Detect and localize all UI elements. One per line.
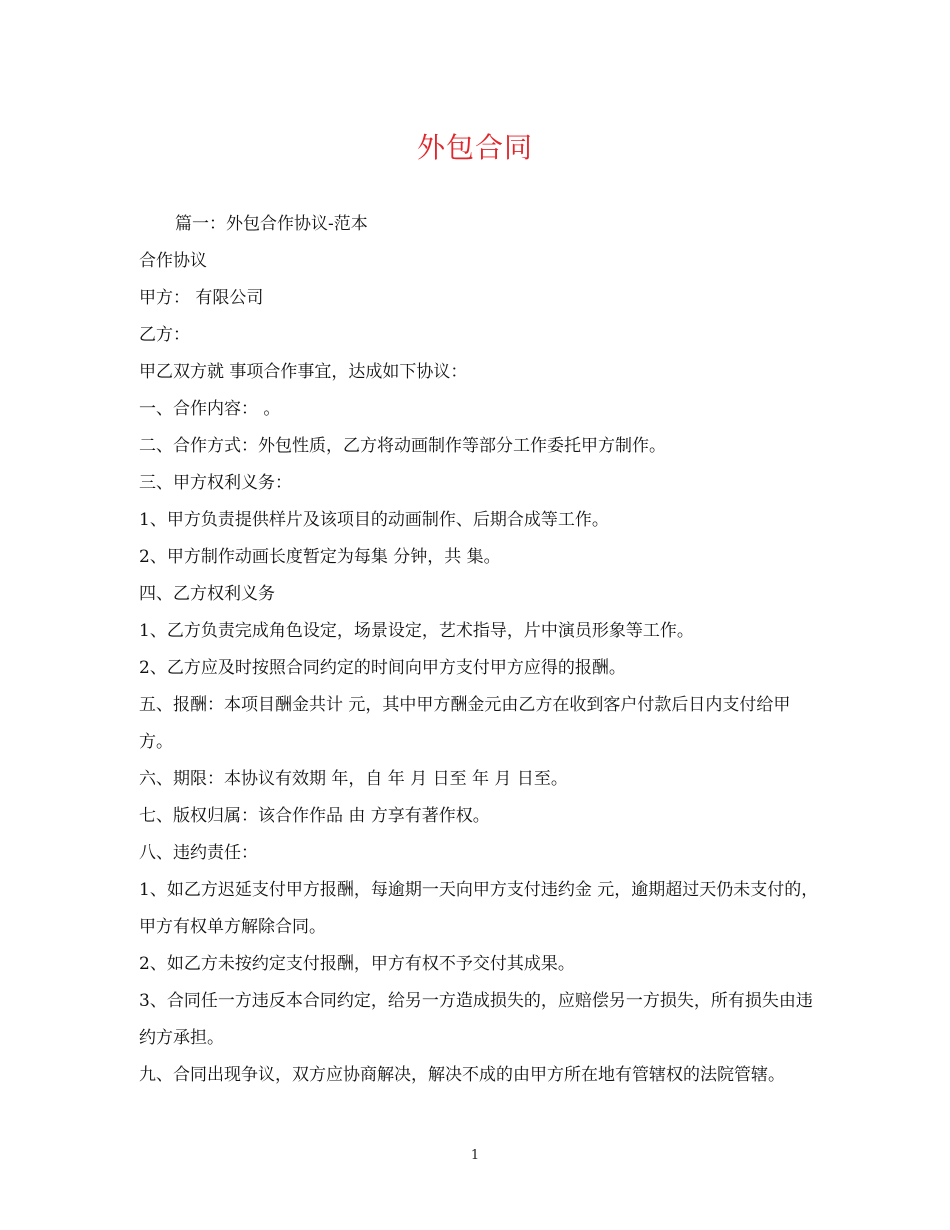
clause-8-item-2: 2、如乙方未按约定支付报酬，甲方有权不予交付其成果。: [139, 954, 575, 974]
clause-7: 七、版权归属：该合作作品 由 方享有著作权。: [139, 806, 490, 826]
clause-4: 四、乙方权利义务: [139, 584, 275, 604]
document-title: 外包合同: [416, 131, 533, 164]
clause-8-item-1: 1、如乙方迟延支付甲方报酬，每逾期一天向甲方支付违约金 元，逾期超过天仍未支付的，甲方有权单方解除合同。: [139, 880, 819, 937]
document-body: [139, 206, 819, 1094]
clause-1: 一、合作内容： 。: [139, 399, 281, 419]
clause-4-item-2: 2、乙方应及时按照合同约定的时间向甲方支付甲方应得的报酬。: [139, 658, 626, 678]
clause-3-item-2: 2、甲方制作动画长度暂定为每集 分钟，共 集。: [139, 547, 501, 567]
clause-5: 五、报酬：本项目酬金共计 元，其中甲方酬金元由乙方在收到客户付款后日内支付给甲方。: [139, 695, 791, 752]
clause-6: 六、期限：本协议有效期 年，自 年 月 日至 年 月 日至。: [139, 769, 568, 789]
clause-8-item-3: 3、合同任一方违反本合同约定，给另一方造成损失的，应赔偿另一方损失，所有损失由违约方承担。: [139, 991, 813, 1048]
clause-2: 二、合作方式：外包性质，乙方将动画制作等部分工作委托甲方制作。: [139, 436, 666, 456]
preamble-paragraph: 甲乙双方就 事项合作事宜，达成如下协议：: [139, 362, 468, 382]
clause-3: 三、甲方权利义务：: [139, 473, 292, 493]
agreement-heading: 合作协议: [139, 251, 207, 271]
section-heading: 篇一：外包合作协议-范本: [175, 214, 368, 234]
clause-9: 九、合同出现争议，双方应协商解决，解决不成的由甲方所在地有管辖权的法院管辖。: [139, 1065, 785, 1085]
clause-3-item-1: 1、甲方负责提供样片及该项目的动画制作、后期合成等工作。: [139, 510, 609, 530]
party-a-line: 甲方： 有限公司: [139, 288, 264, 308]
clause-4-item-1: 1、乙方负责完成角色设定，场景设定，艺术指导，片中演员形象等工作。: [139, 621, 694, 641]
page-number: 1: [470, 1148, 480, 1163]
party-b-line: 乙方：: [139, 325, 190, 345]
clause-8: 八、违约责任：: [139, 843, 258, 863]
